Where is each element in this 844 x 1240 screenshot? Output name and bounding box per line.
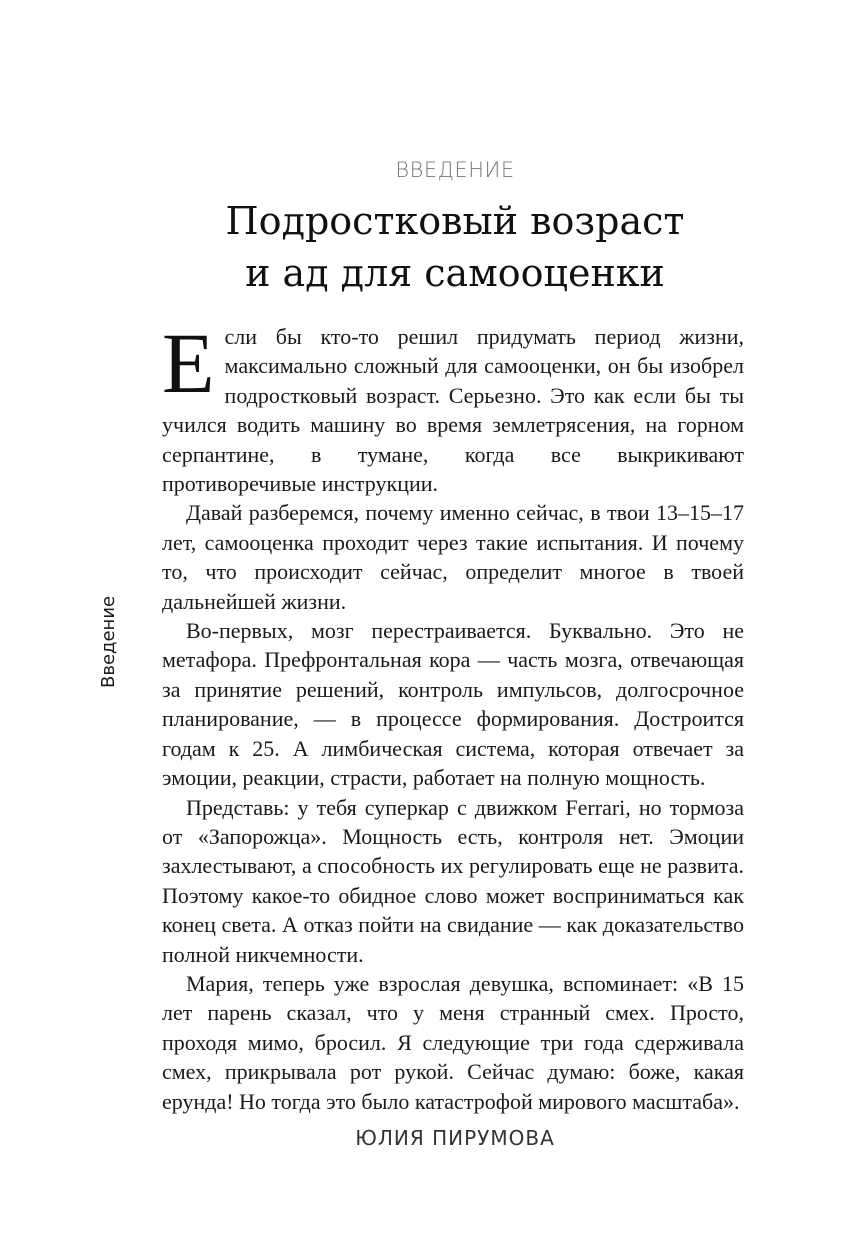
paragraph-1 <box>162 315 744 498</box>
footer-author: ЮЛИЯ ПИРУМОВА <box>355 1126 555 1150</box>
chapter-title-line-2: и ад для самооценки <box>245 251 665 295</box>
chapter-title <box>160 195 750 299</box>
paragraph-4: Представь: у тебя суперкар с движком Ferrari, но тормоза от «Запорожца». Мощность есть, контроля нет. Эмоции захлестывают, а способность их регулировать еще не развита. Поэтому какое-то обидное слово может восприниматься как конец света. А отказ пойти на свидание — как доказательство полной никчемности. <box>162 794 744 967</box>
paragraph-5: Мария, теперь уже взрослая девушка, вспоминает: «В 15 лет парень сказал, что у меня странный смех. Просто, проходя мимо, бросил. Я следующие три года сдерживала смех, прикрывала рот рукой. Сейчас думаю: боже, какая ерунда! Но тогда это было катастрофой мирового масштаба». <box>162 970 744 1114</box>
section-label: ВВЕДЕНИЕ <box>395 158 515 182</box>
body-text <box>162 315 744 1116</box>
paragraph-2: Давай разберемся, почему именно сейчас, в твои 13–15–17 лет, самооценка проходит через такие испытания. И почему то, что происходит сейчас, определит многое в твоей дальнейшей жизни. <box>162 500 744 614</box>
side-running-head: Введение <box>98 595 119 688</box>
drop-cap: Е <box>162 315 215 411</box>
chapter-title-line-1: Подростковый возраст <box>225 199 685 243</box>
paragraph-3: Во-первых, мозг перестраивается. Буквально. Это не метафора. Префронтальная кора — часть мозга, отвечающая за принятие решений, контроль импульсов, долгосрочное планирование, — в процессе формирования. Достроится годам к 25. А лимбическая система, которая отвечает за эмоции, реакции, страсти, работает на полную мощность. <box>162 618 744 791</box>
paragraph-1-text: сли бы кто-то решил придумать период жизни, максимально сложный для самооценки, он бы изобрел подростковый возраст. Серьезно. Это как если бы ты учился водить машину во время землетрясения, на горном серпантине, в тумане, когда все выкрикивают противоречивые инструкции. <box>162 324 744 497</box>
